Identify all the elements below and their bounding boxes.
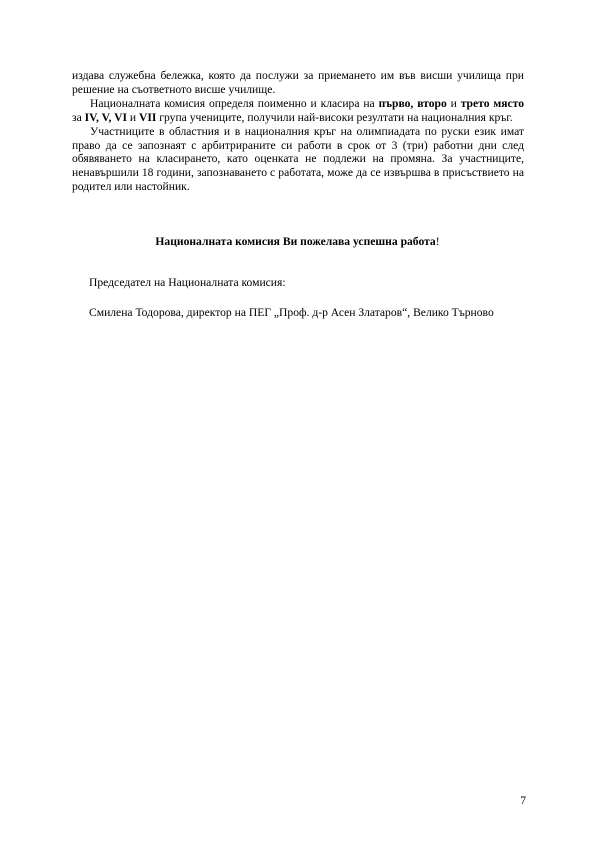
paragraph-continuation: издава служебна бележка, която да послужи за приемането им във висши училища при решение на съответното висше училище.	[72, 69, 524, 96]
text-run: и	[446, 96, 461, 110]
text-run: Националната комисия определя поименно и класира на	[90, 96, 379, 110]
paragraph-appeals: Участниците в областния и в националния кръг на олимпиадата по руски език имат право да се запознаят с арбитрираните си работи в срок от 3 (три) работни дни след обявяването на класирането, като оценката не подлежи на промяна. За участниците, ненавършили 18 години, запознаването с работата, може да се извършва в присъствието на родител или настойник.	[72, 124, 524, 194]
closing-wish	[0, 235, 595, 249]
bold-run-group-vii: VII	[138, 110, 157, 124]
text-run: група учениците, получили най-високи резултати на националния кръг.	[156, 110, 513, 124]
page-number: 7	[520, 794, 526, 807]
chair-label: Председател на Националната комисия:	[89, 276, 286, 289]
bold-run-places-1-2: първо, второ	[378, 96, 447, 110]
text-run: за	[72, 110, 85, 124]
bold-run-groups: IV, V, VI	[84, 110, 127, 124]
closing-text: Националната комисия Ви пожелава успешна работа	[155, 235, 436, 248]
bold-run-place-3: трето място	[460, 96, 525, 110]
body-text	[72, 69, 524, 194]
paragraph-ranking	[72, 97, 524, 125]
chair-name: Смилена Тодорова, директор на ПЕГ „Проф. д-р Асен Златаров“, Велико Търново	[89, 306, 494, 319]
text-run: и	[126, 110, 139, 124]
closing-punctuation: !	[435, 235, 440, 248]
